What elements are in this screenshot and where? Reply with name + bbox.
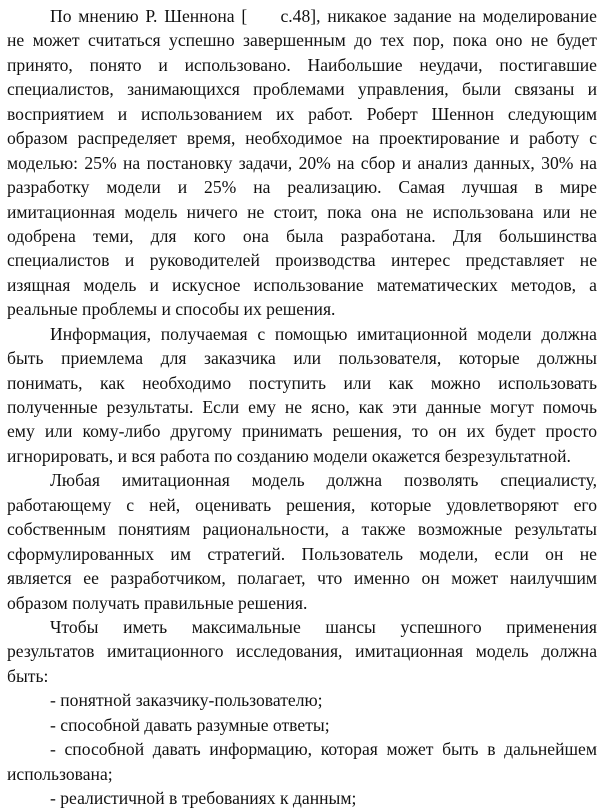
paragraph-shannon [7, 4, 597, 322]
list-item: - способной давать разумные ответы; [50, 714, 330, 735]
text-line: результатов имитационного исследования, имитационная модель должна [7, 641, 597, 662]
list-item-continuation: использована; [7, 763, 113, 784]
text-line: понимать, как необходимо поступить или как можно использовать [7, 372, 597, 393]
text-line: имитационная модель ничего не стоит, пока она не использована или не [7, 201, 597, 222]
text-line: Информация, получаемая с помощью имитационной модели должна [50, 323, 597, 344]
text-line: не может считаться успешно завершенным до тех пор, пока оно не будет [7, 30, 597, 51]
text-line: разработку модели и 25% на реализацию. Самая лучшая в мире [7, 177, 597, 198]
paragraph-requirements-intro [7, 615, 597, 688]
text-line: одобрена теми, для кого она была разработана. Для большинства [7, 225, 597, 246]
text-line: является ее разработчиком, полагает, что именно он может наилучшим [7, 568, 597, 589]
paragraph-any-model [7, 468, 597, 615]
text-line: По мнению Р. Шеннона [ с.48], никакое задание на моделирование [50, 6, 597, 26]
text-line: игнорировать, и вся работа по созданию модели окажется безрезультатной. [7, 445, 571, 466]
requirements-list [7, 688, 597, 810]
text-line: быть приемлема для заказчика или пользователя, которые должны [7, 348, 597, 369]
text-line: моделью: 25% на постановку задачи, 20% на сбор и анализ данных, 30% на [7, 152, 597, 173]
text-line: реальные проблемы и способы их решения. [7, 299, 336, 320]
text-line: изящная модель и искусное использование математических методов, а [7, 274, 597, 295]
text-line: сформулированных им стратегий. Пользователь модели, если он не [7, 543, 597, 564]
text-line: быть: [7, 665, 49, 686]
text-line: специалистов, занимающихся проблемами управления, были связаны и [7, 79, 597, 100]
text-line: Любая имитационная модель должна позволять специалисту, [50, 470, 597, 491]
text-line: восприятием и использованием их работ. Роберт Шеннон следующим [7, 103, 597, 124]
text-line: специалистов и руководителей производства интерес представляет не [7, 250, 597, 271]
text-line: принято, понято и использовано. Наибольшие неудачи, постигавшие [7, 54, 597, 75]
list-item: - реалистичной в требованиях к данным; [50, 788, 357, 808]
list-item: - способной давать информацию, которая может быть в дальнейшем [50, 739, 597, 760]
text-line: ему или кому-либо другому принимать решения, то он их будет просто [7, 421, 597, 442]
text-line: образом получать правильные решения. [7, 592, 308, 613]
text-line: собственным понятиям рациональности, а также возможные результаты [7, 519, 597, 540]
text-line: работающему с ней, оценивать решения, которые удовлетворяют его [7, 494, 597, 515]
text-line: полученные результаты. Если ему не ясно, как эти данные могут помочь [7, 397, 597, 417]
text-line: образом распределяет время, необходимое на проектирование и работу с [7, 128, 597, 149]
paragraph-information [7, 322, 597, 469]
text-line: Чтобы иметь максимальные шансы успешного применения [50, 616, 597, 637]
document-page [7, 4, 597, 810]
list-item: - понятной заказчику-пользователю; [50, 690, 323, 711]
